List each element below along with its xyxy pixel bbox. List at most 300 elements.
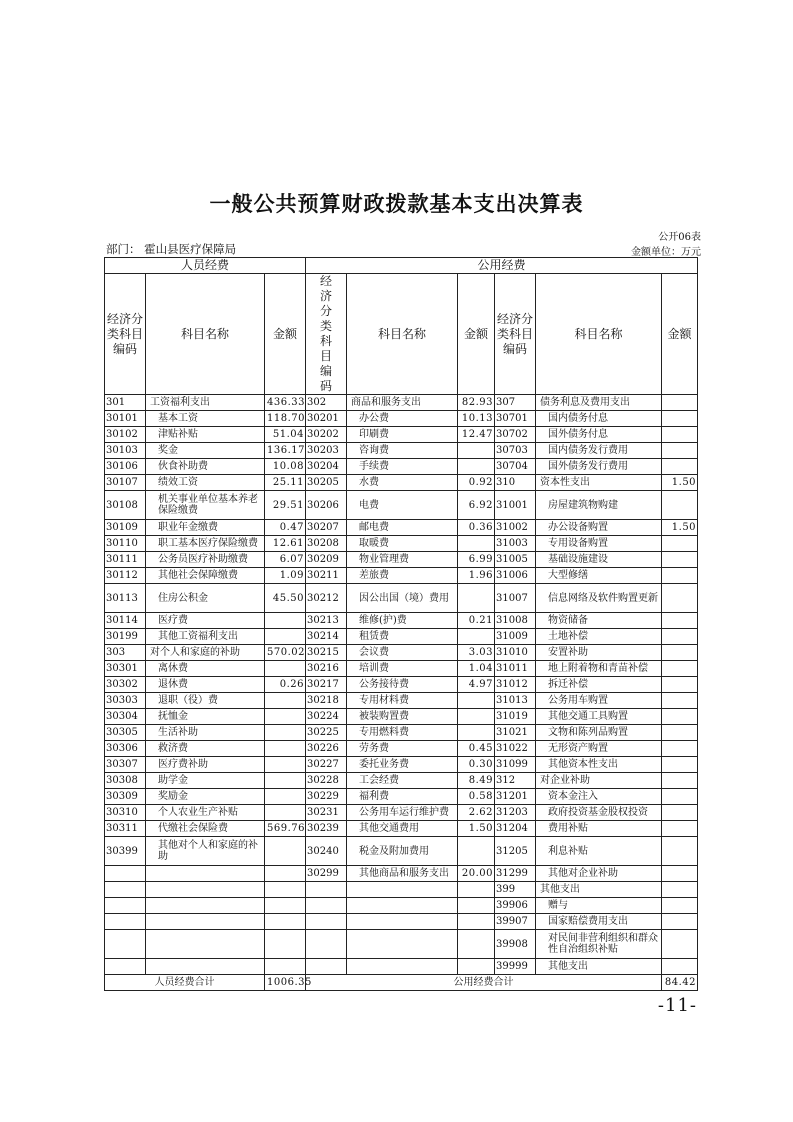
public1-amount-cell: 4.97 [458,677,495,693]
public2-name-cell: 国内债务付息 [536,411,662,427]
personnel-amount-cell [265,837,306,866]
public2-code-cell: 39907 [495,914,536,930]
public1-code-cell: 30225 [306,725,347,741]
personnel-name-cell: 其他社会保障缴费 [146,568,265,584]
public2-amount-cell [662,725,698,741]
public2-amount-cell [662,661,698,677]
personnel-amount-cell: 136.17 [265,443,306,459]
public2-name-cell: 对民间非营利组织和群众性自治组织补贴 [536,930,662,959]
public1-name-cell: 维修(护)费 [347,613,458,629]
public1-name-cell: 被装购置费 [347,709,458,725]
table-row [105,677,698,693]
personnel-name-cell: 其他工资福利支出 [146,629,265,645]
table-row [105,443,698,459]
public2-name-cell: 办公设备购置 [536,520,662,536]
col-header-code: 经济分类科目编码 [306,274,347,395]
public2-amount-cell [662,773,698,789]
personnel-amount-cell [265,866,306,882]
group-header-personnel: 人员经费 [105,258,306,274]
public2-amount-cell [662,741,698,757]
form-number: 公开06表 [658,232,701,243]
public2-name-cell: 资本性支出 [536,475,662,491]
public2-amount-cell [662,898,698,914]
public1-amount-cell [458,882,495,898]
public2-amount-cell: 1.50 [662,475,698,491]
public2-code-cell: 31003 [495,536,536,552]
personnel-code-cell: 30199 [105,629,146,645]
table-row [105,536,698,552]
public1-code-cell [306,898,347,914]
public2-amount-cell [662,427,698,443]
public2-amount-cell [662,536,698,552]
public2-name-cell: 其他资本性支出 [536,757,662,773]
personnel-amount-cell [265,914,306,930]
public1-amount-cell: 0.45 [458,741,495,757]
public1-name-cell: 工会经费 [347,773,458,789]
public1-name-cell: 手续费 [347,459,458,475]
personnel-code-cell [105,930,146,959]
public2-name-cell: 地上附着物和青苗补偿 [536,661,662,677]
public1-name-cell: 会议费 [347,645,458,661]
public1-code-cell: 30240 [306,837,347,866]
public1-code-cell: 30214 [306,629,347,645]
public2-code-cell: 31204 [495,821,536,837]
public2-name-cell: 专用设备购置 [536,536,662,552]
page-title: 一般公共预算财政拨款基本支出决算表 [209,192,584,216]
public1-code-cell: 302 [306,395,347,411]
personnel-name-cell: 住房公积金 [146,584,265,613]
table-row [105,709,698,725]
public1-code-cell [306,959,347,975]
col-header-code: 经济分类科目编码 [105,274,146,395]
public1-name-cell: 差旅费 [347,568,458,584]
personnel-amount-cell [265,613,306,629]
personnel-name-cell [146,930,265,959]
public2-amount-cell [662,552,698,568]
public2-code-cell: 31022 [495,741,536,757]
public1-amount-cell [458,709,495,725]
personnel-amount-cell: 1.09 [265,568,306,584]
table-row [105,568,698,584]
expenditure-table [104,257,698,991]
public2-amount-cell [662,821,698,837]
public2-name-cell: 拆迁补偿 [536,677,662,693]
personnel-amount-cell [265,693,306,709]
public1-code-cell: 30239 [306,821,347,837]
public2-code-cell: 31006 [495,568,536,584]
personnel-code-cell: 30114 [105,613,146,629]
personnel-amount-cell: 436.33 [265,395,306,411]
personnel-code-cell: 301 [105,395,146,411]
public2-name-cell: 对企业补助 [536,773,662,789]
table-row [105,930,698,959]
personnel-amount-cell [265,930,306,959]
public1-name-cell: 专用材料费 [347,693,458,709]
public1-amount-cell [458,914,495,930]
public1-amount-cell: 1.04 [458,661,495,677]
public1-name-cell: 专用燃料费 [347,725,458,741]
public1-amount-cell: 10.13 [458,411,495,427]
personnel-code-cell: 30301 [105,661,146,677]
table-row [105,741,698,757]
public1-name-cell: 咨询费 [347,443,458,459]
public2-amount-cell [662,709,698,725]
col-header-amount: 金额 [662,274,698,395]
personnel-code-cell: 30108 [105,491,146,520]
public1-amount-cell [458,629,495,645]
table-row [105,757,698,773]
public2-amount-cell [662,568,698,584]
page-number: -11- [657,995,697,1016]
public1-name-cell: 办公费 [347,411,458,427]
public1-amount-cell [458,725,495,741]
personnel-name-cell: 退休费 [146,677,265,693]
personnel-code-cell: 30306 [105,741,146,757]
public1-code-cell: 30299 [306,866,347,882]
public1-code-cell: 30204 [306,459,347,475]
public1-code-cell [306,930,347,959]
personnel-total-amount: 1006.35 [265,975,306,991]
personnel-amount-cell [265,898,306,914]
public1-name-cell: 邮电费 [347,520,458,536]
table-row [105,520,698,536]
personnel-amount-cell: 10.08 [265,459,306,475]
personnel-code-cell: 30113 [105,584,146,613]
col-header-code: 经济分类科目编码 [495,274,536,395]
table-row [105,459,698,475]
personnel-name-cell: 津贴补贴 [146,427,265,443]
public2-name-cell: 国内债务发行费用 [536,443,662,459]
personnel-amount-cell [265,959,306,975]
public1-name-cell: 其他商品和服务支出 [347,866,458,882]
personnel-code-cell: 30307 [105,757,146,773]
personnel-code-cell: 30102 [105,427,146,443]
public2-code-cell: 39999 [495,959,536,975]
personnel-name-cell: 救济费 [146,741,265,757]
public2-name-cell: 赠与 [536,898,662,914]
public1-code-cell: 30205 [306,475,347,491]
personnel-amount-cell [265,709,306,725]
public-total-label: 公用经费合计 [306,975,662,991]
personnel-name-cell [146,898,265,914]
public2-code-cell: 31205 [495,837,536,866]
public2-name-cell: 物资储备 [536,613,662,629]
table-row [105,584,698,613]
public2-amount-cell [662,411,698,427]
public1-code-cell: 30206 [306,491,347,520]
personnel-code-cell: 30109 [105,520,146,536]
table-row [105,882,698,898]
public2-code-cell: 30703 [495,443,536,459]
public1-name-cell [347,898,458,914]
personnel-amount-cell [265,882,306,898]
personnel-amount-cell [265,629,306,645]
personnel-name-cell [146,866,265,882]
table-row [105,725,698,741]
table-row [105,805,698,821]
public2-code-cell: 31203 [495,805,536,821]
table-row [105,475,698,491]
public2-code-cell: 39906 [495,898,536,914]
col-header-amount: 金额 [265,274,306,395]
col-header-name: 科目名称 [146,274,265,395]
public1-name-cell: 税金及附加费用 [347,837,458,866]
public1-amount-cell [458,584,495,613]
table-row [105,837,698,866]
table-row [105,959,698,975]
public2-code-cell: 31010 [495,645,536,661]
public2-name-cell: 大型修缮 [536,568,662,584]
public1-code-cell: 30203 [306,443,347,459]
table-row [105,821,698,837]
personnel-amount-cell [265,725,306,741]
personnel-amount-cell [265,773,306,789]
personnel-name-cell: 职业年金缴费 [146,520,265,536]
public2-code-cell: 31012 [495,677,536,693]
personnel-code-cell: 303 [105,645,146,661]
public1-amount-cell: 12.47 [458,427,495,443]
public2-name-cell: 公务用车购置 [536,693,662,709]
personnel-name-cell: 生活补助 [146,725,265,741]
public1-amount-cell [458,930,495,959]
table-row [105,914,698,930]
personnel-name-cell: 职工基本医疗保险缴费 [146,536,265,552]
personnel-name-cell: 医疗费补助 [146,757,265,773]
public2-amount-cell [662,629,698,645]
public2-code-cell: 30701 [495,411,536,427]
public2-amount-cell: 1.50 [662,520,698,536]
public2-name-cell: 文物和陈列品购置 [536,725,662,741]
personnel-total-label: 人员经费合计 [105,975,265,991]
public1-amount-cell: 0.92 [458,475,495,491]
public1-name-cell: 印刷费 [347,427,458,443]
public2-code-cell: 31002 [495,520,536,536]
personnel-code-cell: 30106 [105,459,146,475]
public2-name-cell: 其他支出 [536,959,662,975]
public1-code-cell: 30202 [306,427,347,443]
personnel-code-cell: 30302 [105,677,146,693]
department-label: 部门： 霍山县医疗保障局 [106,242,237,256]
public2-amount-cell [662,645,698,661]
personnel-name-cell [146,914,265,930]
public1-name-cell: 因公出国（境）费用 [347,584,458,613]
public1-amount-cell: 6.92 [458,491,495,520]
public2-name-cell: 其他支出 [536,882,662,898]
personnel-name-cell: 抚恤金 [146,709,265,725]
public1-amount-cell: 20.00 [458,866,495,882]
public2-code-cell: 310 [495,475,536,491]
personnel-amount-cell: 569.76 [265,821,306,837]
public1-amount-cell [458,959,495,975]
public2-name-cell: 政府投资基金股权投资 [536,805,662,821]
public1-name-cell: 电费 [347,491,458,520]
public2-code-cell: 31013 [495,693,536,709]
public1-amount-cell: 0.21 [458,613,495,629]
public1-code-cell: 30218 [306,693,347,709]
public2-amount-cell [662,837,698,866]
personnel-name-cell: 工资福利支出 [146,395,265,411]
personnel-code-cell: 30305 [105,725,146,741]
public2-name-cell: 其他交通工具购置 [536,709,662,725]
public2-name-cell: 土地补偿 [536,629,662,645]
personnel-amount-cell [265,661,306,677]
public2-code-cell: 31099 [495,757,536,773]
table-row [105,629,698,645]
public2-code-cell: 31299 [495,866,536,882]
public1-code-cell: 30207 [306,520,347,536]
public2-code-cell: 399 [495,882,536,898]
personnel-name-cell: 个人农业生产补贴 [146,805,265,821]
public2-amount-cell [662,789,698,805]
personnel-code-cell: 30101 [105,411,146,427]
public2-amount-cell [662,677,698,693]
public1-name-cell: 培训费 [347,661,458,677]
public1-code-cell: 30227 [306,757,347,773]
public1-code-cell: 30213 [306,613,347,629]
public2-code-cell: 31019 [495,709,536,725]
personnel-amount-cell [265,741,306,757]
public1-amount-cell [458,443,495,459]
public2-amount-cell [662,443,698,459]
table-row [105,613,698,629]
personnel-code-cell: 30110 [105,536,146,552]
public1-code-cell: 30209 [306,552,347,568]
public1-name-cell: 水费 [347,475,458,491]
public2-code-cell: 31011 [495,661,536,677]
public1-name-cell: 物业管理费 [347,552,458,568]
public1-code-cell: 30208 [306,536,347,552]
public1-amount-cell [458,536,495,552]
public1-amount-cell [458,898,495,914]
personnel-name-cell: 公务员医疗补助缴费 [146,552,265,568]
public2-name-cell: 国外债务发行费用 [536,459,662,475]
personnel-name-cell: 其他对个人和家庭的补助 [146,837,265,866]
public1-amount-cell: 0.30 [458,757,495,773]
personnel-name-cell: 退职（役）费 [146,693,265,709]
public-total-amount: 84.42 [662,975,698,991]
public1-amount-cell: 2.62 [458,805,495,821]
public1-code-cell: 30229 [306,789,347,805]
public1-name-cell: 委托业务费 [347,757,458,773]
table-row [105,773,698,789]
public2-code-cell: 31001 [495,491,536,520]
amount-unit-label: 金额单位：万元 [631,247,701,258]
personnel-amount-cell: 25.11 [265,475,306,491]
public2-code-cell: 31008 [495,613,536,629]
public2-code-cell: 31009 [495,629,536,645]
personnel-amount-cell [265,757,306,773]
col-header-name: 科目名称 [347,274,458,395]
personnel-amount-cell [265,805,306,821]
table-row [105,661,698,677]
public1-name-cell [347,930,458,959]
personnel-code-cell [105,959,146,975]
personnel-amount-cell: 51.04 [265,427,306,443]
public2-name-cell: 国家赔偿费用支出 [536,914,662,930]
public2-code-cell: 31007 [495,584,536,613]
public1-code-cell: 30217 [306,677,347,693]
personnel-code-cell [105,866,146,882]
public2-amount-cell [662,805,698,821]
public2-code-cell: 307 [495,395,536,411]
personnel-code-cell [105,898,146,914]
public2-name-cell: 其他对企业补助 [536,866,662,882]
public2-code-cell: 31021 [495,725,536,741]
public2-name-cell: 信息网络及软件购置更新 [536,584,662,613]
public1-name-cell [347,959,458,975]
personnel-code-cell: 30304 [105,709,146,725]
public1-code-cell: 30224 [306,709,347,725]
personnel-name-cell: 绩效工资 [146,475,265,491]
public2-name-cell: 房屋建筑物购建 [536,491,662,520]
public1-amount-cell: 82.93 [458,395,495,411]
personnel-name-cell: 奖金 [146,443,265,459]
public1-name-cell: 租赁费 [347,629,458,645]
personnel-name-cell: 离休费 [146,661,265,677]
personnel-code-cell: 30111 [105,552,146,568]
public1-name-cell: 商品和服务支出 [347,395,458,411]
personnel-code-cell: 30311 [105,821,146,837]
personnel-amount-cell: 45.50 [265,584,306,613]
col-header-amount: 金额 [458,274,495,395]
public2-amount-cell [662,459,698,475]
personnel-amount-cell: 12.61 [265,536,306,552]
totals-row [105,975,698,991]
personnel-amount-cell: 0.47 [265,520,306,536]
personnel-code-cell: 30308 [105,773,146,789]
public1-code-cell: 30228 [306,773,347,789]
public2-name-cell: 国外债务付息 [536,427,662,443]
public2-amount-cell [662,866,698,882]
public1-code-cell [306,882,347,898]
public1-name-cell: 取暖费 [347,536,458,552]
personnel-code-cell: 30107 [105,475,146,491]
public1-amount-cell: 1.50 [458,821,495,837]
personnel-amount-cell: 6.07 [265,552,306,568]
table-row [105,395,698,411]
personnel-code-cell: 30112 [105,568,146,584]
personnel-amount-cell: 29.51 [265,491,306,520]
public2-name-cell: 无形资产购置 [536,741,662,757]
table-row [105,898,698,914]
table-row [105,427,698,443]
personnel-code-cell: 30309 [105,789,146,805]
public2-name-cell: 费用补贴 [536,821,662,837]
personnel-name-cell: 代缴社会保险费 [146,821,265,837]
personnel-amount-cell: 118.70 [265,411,306,427]
public2-amount-cell [662,914,698,930]
personnel-code-cell: 30310 [105,805,146,821]
table-row [105,789,698,805]
public2-amount-cell [662,930,698,959]
public1-code-cell [306,914,347,930]
public2-amount-cell [662,693,698,709]
col-header-name: 科目名称 [536,274,662,395]
personnel-name-cell: 助学金 [146,773,265,789]
public1-amount-cell [458,837,495,866]
public1-name-cell [347,882,458,898]
public2-amount-cell [662,882,698,898]
public2-name-cell: 基础设施建设 [536,552,662,568]
personnel-code-cell: 30303 [105,693,146,709]
public1-name-cell [347,914,458,930]
public1-name-cell: 其他交通费用 [347,821,458,837]
personnel-name-cell: 伙食补助费 [146,459,265,475]
public1-amount-cell [458,459,495,475]
public2-code-cell: 30702 [495,427,536,443]
public2-name-cell: 债务利息及费用支出 [536,395,662,411]
public2-amount-cell [662,757,698,773]
